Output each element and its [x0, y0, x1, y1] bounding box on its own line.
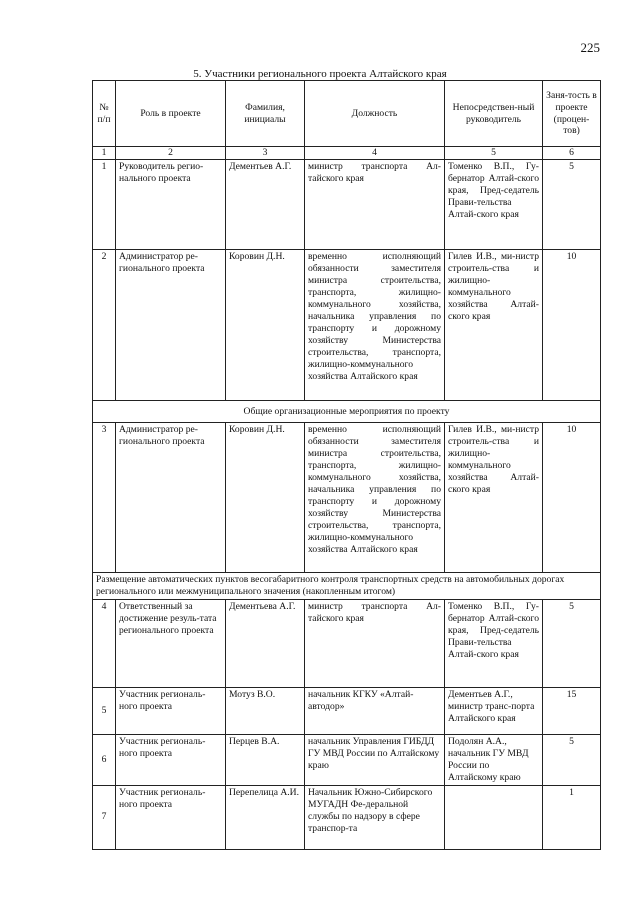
row-role: Участник региональ-ного проекта [116, 687, 226, 734]
column-number: 1 [93, 147, 116, 160]
row-name: Дементьева А.Г. [226, 599, 305, 687]
row-position: начальник КГКУ «Алтай-автодор» [305, 687, 445, 734]
row-supervisor: Гилев И.В., ми-нистр строитель-ства и жилищно-коммунального хозяйства Алтай-ского края [445, 423, 543, 573]
row-name: Коровин Д.Н. [226, 423, 305, 573]
row-num: 4 [93, 599, 116, 687]
row-role: Участник региональ-ного проекта [116, 734, 226, 785]
column-number: 3 [226, 147, 305, 160]
row-name: Мотуз В.О. [226, 687, 305, 734]
table-row [93, 599, 601, 687]
row-num: 6 [93, 734, 116, 785]
row-supervisor: Дементьев А.Г., министр транс-порта Алтайского края [445, 687, 543, 734]
table-row [93, 423, 601, 573]
row-role: Ответственный за достижение резуль-тата регионального проекта [116, 599, 226, 687]
table-row [93, 785, 601, 849]
header-position: Должность [305, 81, 445, 147]
header-name: Фамилия, инициалы [226, 81, 305, 147]
row-name: Коровин Д.Н. [226, 250, 305, 401]
section-title: Общие организационные мероприятия по проекту [93, 401, 601, 423]
row-num: 2 [93, 250, 116, 401]
row-role: Руководитель регио-нального проекта [116, 160, 226, 250]
row-supervisor: Томенко В.П., Гу-бернатор Алтай-ского края, Пред-седатель Прави-тельства Алтай-ского края [445, 160, 543, 250]
row-name: Перепелица А.И. [226, 785, 305, 849]
header-supervisor: Непосредствен-ный руководитель [445, 81, 543, 147]
row-position: временно исполняющий обязанности заместителя министра строительства, транспорта, жилищно-коммунального хозяйства, начальника управления по транспорту и дорожному хозяйству Министерства строительства, транспорта, жилищно-коммунального хозяйства Алтайского края [305, 250, 445, 401]
row-supervisor: Подолян А.А., начальник ГУ МВД России по Алтайскому краю [445, 734, 543, 785]
column-number: 6 [543, 147, 601, 160]
table-row [93, 734, 601, 785]
row-name: Перцев В.А. [226, 734, 305, 785]
header-row [93, 81, 601, 147]
header-num: № п/п [93, 81, 116, 147]
table-caption: 5. Участники регионального проекта Алтайского края [193, 68, 447, 80]
header-role: Роль в проекте [116, 81, 226, 147]
row-name: Дементьев А.Г. [226, 160, 305, 250]
row-role: Администратор ре-гионального проекта [116, 423, 226, 573]
row-workload: 1 [543, 785, 601, 849]
section-header-row [93, 401, 601, 423]
row-num: 5 [93, 687, 116, 734]
row-workload: 10 [543, 250, 601, 401]
row-workload: 5 [543, 160, 601, 250]
header-workload: Заня-тость в проекте (процен-тов) [543, 81, 601, 147]
table-row [93, 160, 601, 250]
row-workload: 5 [543, 599, 601, 687]
row-role: Участник региональ-ного проекта [116, 785, 226, 849]
table-row [93, 250, 601, 401]
page-number: 225 [580, 40, 600, 55]
column-number: 4 [305, 147, 445, 160]
row-position: министр транспорта Ал-тайского края [305, 599, 445, 687]
table-row [93, 687, 601, 734]
row-supervisor: Гилев И.В., ми-нистр строитель-ства и жилищно-коммунального хозяйства Алтай-ского края [445, 250, 543, 401]
section-header-row [93, 573, 601, 600]
row-num: 3 [93, 423, 116, 573]
row-supervisor [445, 785, 543, 849]
section-title: Размещение автоматических пунктов весогабаритного контроля транспортных средств на автомобильных дорогах регионального или межмуниципального значения (накопленным итогом) [93, 573, 601, 600]
participants-table [92, 80, 601, 850]
row-supervisor: Томенко В.П., Гу-бернатор Алтай-ского края, Пред-седатель Прави-тельства Алтай-ского края [445, 599, 543, 687]
row-workload: 5 [543, 734, 601, 785]
row-position: начальник Управления ГИБДД ГУ МВД России по Алтайскому краю [305, 734, 445, 785]
column-number: 5 [445, 147, 543, 160]
row-position: министр транспорта Ал-тайского края [305, 160, 445, 250]
row-num: 1 [93, 160, 116, 250]
row-num: 7 [93, 785, 116, 849]
row-position: временно исполняющий обязанности заместителя министра строительства, транспорта, жилищно-коммунального хозяйства, начальника управления по транспорту и дорожному хозяйству Министерства строительства, транспорта, жилищно-коммунального хозяйства Алтайского края [305, 423, 445, 573]
column-number: 2 [116, 147, 226, 160]
row-position: Начальник Южно-Сибирского МУГАДН Фе-деральной службы по надзору в сфере транспор-та [305, 785, 445, 849]
row-workload: 15 [543, 687, 601, 734]
row-role: Администратор ре-гионального проекта [116, 250, 226, 401]
column-number-row [93, 147, 601, 160]
row-workload: 10 [543, 423, 601, 573]
